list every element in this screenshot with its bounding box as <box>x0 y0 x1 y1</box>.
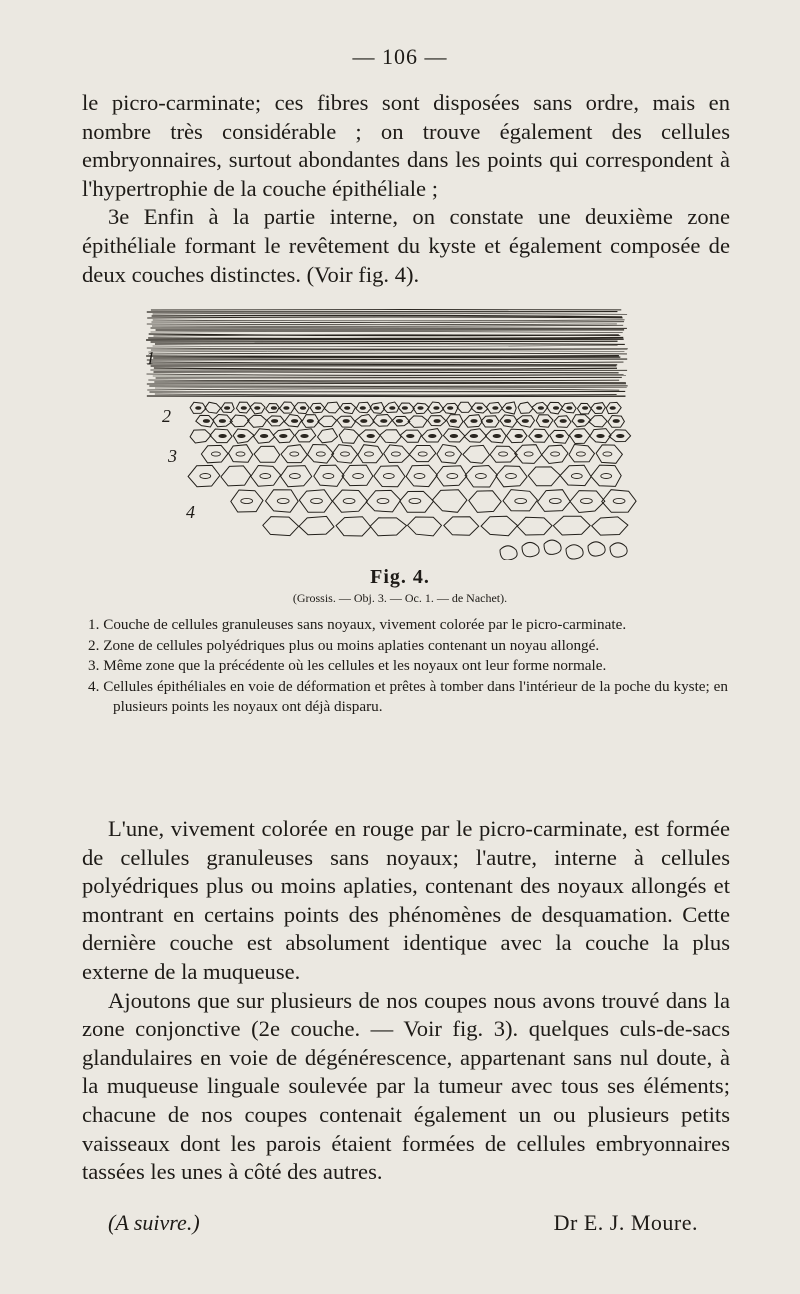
legend-item: 4. Cellules épithéliales en voie de déformation et prêtes à tomber dans l'intérieur de la poche du kyste; en plusieurs points les noyaux ont déjà disparu. <box>88 677 728 716</box>
figure-4-illustration <box>140 298 660 560</box>
legend-item: 1. Couche de cellules granuleuses sans noyaux, vivement colorée par le picro-carminate. <box>88 616 627 633</box>
cell-layers-drawing <box>140 298 660 560</box>
to-be-continued: (A suivre.) <box>108 1210 200 1235</box>
figure-label-3: 3 <box>168 446 177 466</box>
figure-label-4: 4 <box>186 502 195 522</box>
paragraph: le picro-carminate; ces fibres sont disposées sans ordre, mais en nombre très considérable ; on trouve également des cellules embryonnaires, surtout abondantes dans les points qui correspondent à l'hypertrophie de la couche épithéliale ; <box>82 90 730 201</box>
bottom-text-block <box>82 815 730 1187</box>
author-signature: Dr E. J. Moure. <box>553 1210 698 1235</box>
paragraph: Ajoutons que sur plusieurs de nos coupes nous avons trouvé dans la zone conjonctive (2e couche. — Voir fig. 3). quelques culs-de-sacs glandulaires en voie de dégénérescence, appartenant sans nul doute, à la muqueuse linguale soulevée par la tumeur avec tous ses éléments; chacune de nos coupes contenait également un ou plusieurs petits vaisseaux dont les parois étaient formées de cellules embryonnaires tassées les unes à côté des autres. <box>82 987 730 1185</box>
page-number: — 106 — <box>352 44 448 69</box>
legend-item: 2. Zone de cellules polyédriques plus ou moins aplaties contenant un noyau allongé. <box>88 636 600 654</box>
legend-item: 3. Même zone que la précédente où les cellules et les noyaux ont leur forme normale. <box>88 657 607 675</box>
top-text-block <box>82 89 730 289</box>
figure-label-1: 1 <box>146 348 155 368</box>
paragraph: L'une, vivement colorée en rouge par le picro-carminate, est formée de cellules granuleuses sans noyaux; l'autre, interne à cellules polyédriques plus ou moins aplaties, contenant des noyaux allongés et montrant en certains points des phénomènes de desquamation. Cette dernière couche est absolument identique avec la couche la plus externe de la muqueuse. <box>82 816 730 984</box>
figure-title: Fig. 4. <box>370 566 430 588</box>
figure-label-2: 2 <box>162 406 171 426</box>
figure-subtitle: (Grossis. — Obj. 3. — Oc. 1. — de Nachet). <box>292 591 508 605</box>
figure-legend <box>88 615 728 718</box>
paragraph: 3e Enfin à la partie interne, on constate une deuxième zone épithéliale formant le revêtement du kyste et également composée de deux couches distinctes. (Voir fig. 4). <box>82 204 730 287</box>
